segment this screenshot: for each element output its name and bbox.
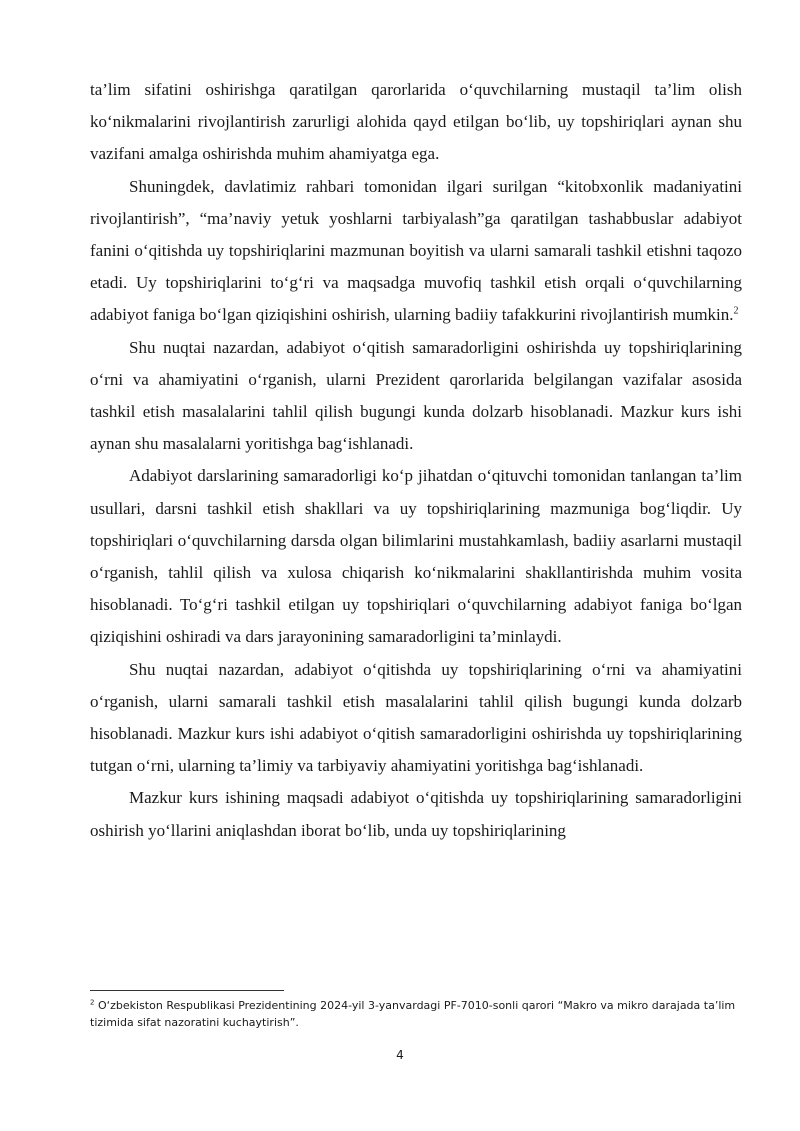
paragraph-3: Shu nuqtai nazardan, adabiyot o‘qitish samaradorligini oshirishda uy topshiriqlarining o‘rni va ahamiyatini o‘rganish, ularni Prezident qarorlarida belgilangan vazifalar asosida tashkil etish masalalarini tahlil qilish bugungi kunda dolzarb hisoblanadi. Mazkur kurs ishi aynan shu masalalarni yoritishga bag‘ishlanadi.: [90, 337, 742, 454]
paragraph-2: [90, 171, 742, 332]
page-number: 4: [396, 1048, 404, 1062]
footnote: [90, 998, 742, 1031]
paragraph-1: ta’lim sifatini oshirishga qaratilgan qarorlarida oʻquvchilarning mustaqil ta’lim olish ko‘nikmalarini rivojlantirish zarurligi alohida qayd etilgan bo‘lib, uy topshiriqlari aynan shu vazifani amalga oshirishda muhim ahamiyatga ega.: [90, 80, 742, 164]
page-body: [90, 74, 742, 847]
paragraph-6: Mazkur kurs ishining maqsadi adabiyot o‘qitishda uy topshiriqlarining samaradorligini oshirish yo‘llarini aniqlashdan iborat bo‘lib, unda uy topshiriqlarining: [90, 788, 742, 840]
footnote-divider: [90, 990, 284, 991]
paragraph-5: Shu nuqtai nazardan, adabiyot o‘qitishda uy topshiriqlarining o‘rni va ahamiyatini o‘rganish, ularni samarali tashkil etish masalalarini tahlil qilish bugungi kunda dolzarb hisoblanadi. Mazkur kurs ishi adabiyot o‘qitish samaradorligini oshirishda uy topshiriqlarining tutgan o‘rni, ularning ta’limiy va tarbiyaviy ahamiyatini yoritishga bag‘ishlanadi.: [90, 659, 742, 776]
footnote-number: 2: [90, 998, 95, 1007]
paragraph-4: Adabiyot darslarining samaradorligi ko‘p jihatdan o‘qituvchi tomonidan tanlangan ta’lim usullari, darsni tashkil etish shakllari va uy topshiriqlarining mazmuniga bog‘liqdir. Uy topshiriqlari o‘quvchilarning darsda olgan bilimlarini mustahkamlash, badiiy asarlarni mustaqil o‘rganish, tahlil qilish va xulosa chiqarish ko‘nikmalarini shakllantirishda muhim vosita hisoblanadi. To‘g‘ri tashkil etilgan uy topshiriqlari o‘quvchilarning adabiyot faniga bo‘lgan qiziqishini oshiradi va dars jarayonining samaradorligini ta’minlaydi.: [90, 466, 742, 647]
footnote-text: O‘zbekiston Respublikasi Prezidentining 2024-yil 3-yanvardagi PF-7010-sonli qarori “Makro va mikro darajada ta’lim tizimida sifat nazoratini kuchaytirish”.: [90, 999, 736, 1029]
paragraph-2-text: Shuningdek, davlatimiz rahbari tomonidan ilgari surilgan “kitobxonlik madaniyatini rivojlantirish”, “ma’naviy yetuk yoshlarni tarbiyalash”ga qaratilgan tashabbuslar adabiyot fanini o‘qitishda uy topshiriqlarini mazmunan boyitish va ularni samarali tashkil etishni taqozo etadi. Uy topshiriqlarini to‘g‘ri va maqsadga muvofiq tashkil etish orqali o‘quvchilarning adabiyot faniga bo‘lgan qiziqishini oshirish, ularning badiiy tafakkurini rivojlantirish mumkin.: [90, 176, 742, 325]
footnote-reference[interactable]: 2: [733, 305, 739, 317]
